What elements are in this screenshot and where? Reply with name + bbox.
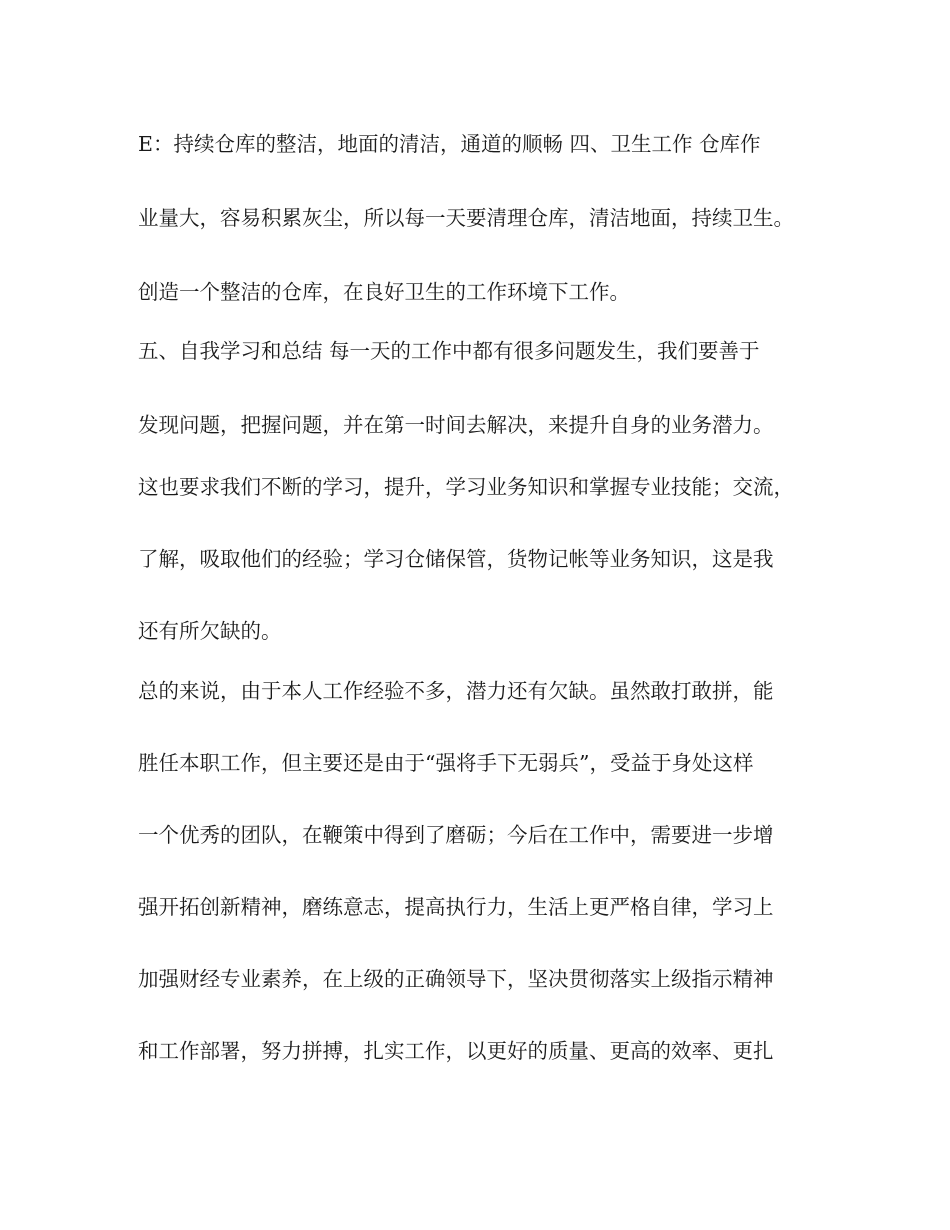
text-line: 强开拓创新精神，磨练意志，提高执行力，生活上更严格自律，学习上 <box>138 895 774 919</box>
text-line: 这也要求我们不断的学习，提升，学习业务知识和掌握专业技能；交流， <box>138 475 794 499</box>
text-line: 发现问题，把握问题，并在第一时间去解决，来提升自身的业务潜力。 <box>138 413 774 437</box>
text-line: 总的来说，由于本人工作经验不多，潜力还有欠缺。虽然敢打敢拼，能 <box>138 679 774 703</box>
text-line: 五、自我学习和总结 每一天的工作中都有很多问题发生，我们要善于 <box>138 339 760 363</box>
text-line: 还有所欠缺的。 <box>138 619 282 643</box>
text-line: E：持续仓库的整洁，地面的清洁，通道的顺畅 四、卫生工作 仓库作 <box>138 132 761 156</box>
text-line: 加强财经专业素养，在上级的正确领导下，坚决贯彻落实上级指示精神 <box>138 967 774 991</box>
text-line: 业量大，容易积累灰尘，所以每一天要清理仓库，清洁地面，持续卫生。 <box>138 206 794 230</box>
text-line: 和工作部署，努力拼搏，扎实工作，以更好的质量、更高的效率、更扎 <box>138 1039 774 1063</box>
text-line: 一个优秀的团队，在鞭策中得到了磨砺；今后在工作中，需要进一步增 <box>138 823 774 847</box>
text-line: 了解，吸取他们的经验；学习仓储保管，货物记帐等业务知识，这是我 <box>138 547 774 571</box>
text-line: 胜任本职工作，但主要还是由于“强将手下无弱兵”，受益于身处这样 <box>138 751 754 775</box>
text-line: 创造一个整洁的仓库，在良好卫生的工作环境下工作。 <box>138 280 630 304</box>
